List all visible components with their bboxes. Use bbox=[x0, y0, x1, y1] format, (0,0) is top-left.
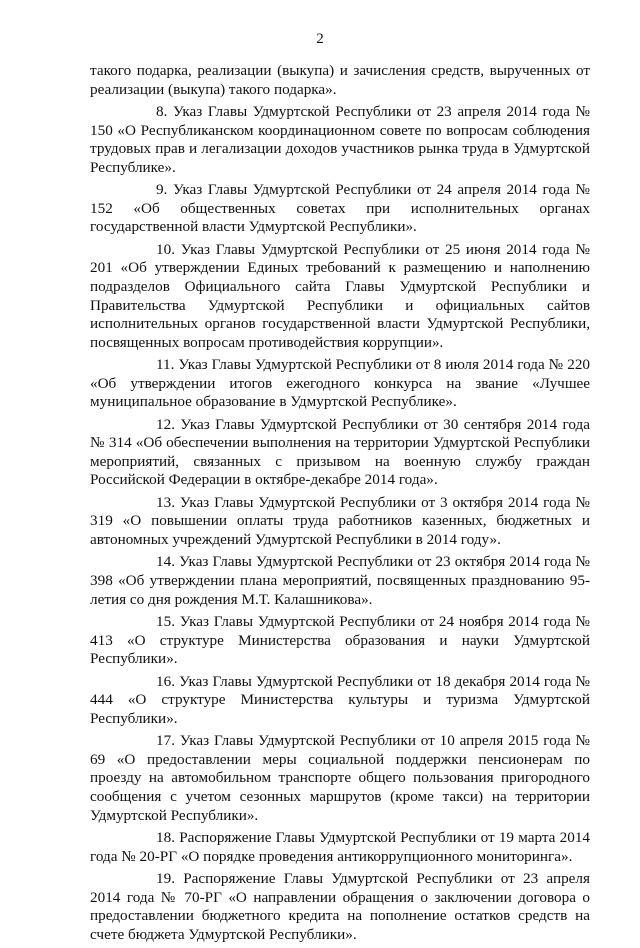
item-text: Указ Главы Удмуртской Республики от 30 сентября 2014 года № 314 «Об обеспечении выполнения на территории Удмуртской Республики мероприятий, связанных с призывом на военную службу граждан Российской Федерации в октябре-декабре 2014 года». bbox=[90, 415, 590, 489]
item-text: Указ Главы Удмуртской Республики от 8 июля 2014 года № 220 «Об утверждении итогов ежегодного конкурса на звание «Лучшее муниципальное образование в Удмуртской Республике». bbox=[90, 356, 591, 411]
page-number: 2 bbox=[316, 31, 324, 47]
list-item-12 bbox=[90, 416, 590, 490]
list-item-10 bbox=[90, 241, 590, 353]
item-number: 17. bbox=[156, 732, 175, 750]
paragraph-text: такого подарка, реализации (выкупа) и зачисления средств, вырученных от реализации (выкупа) такого подарка». bbox=[90, 62, 590, 98]
item-number: 8. bbox=[156, 102, 168, 120]
item-text: Указ Главы Удмуртской Республики от 3 октября 2014 года № 319 «О повышении оплаты труда работников казенных, бюджетных и автономных учреждений Удмуртской Республики в 2014 году». bbox=[90, 493, 590, 549]
item-text: Указ Главы Удмуртской Республики от 24 апреля 2014 года № 152 «Об общественных советах при исполнительных органах государственной власти Удмуртской Республики». bbox=[90, 181, 591, 236]
item-number: 19. bbox=[156, 869, 175, 887]
item-text: Указ Главы Удмуртской Республики от 23 октября 2014 года № 398 «Об утверждении плана мероприятий, посвященных празднованию 95-летия со дня рождения М.Т. Калашникова». bbox=[90, 553, 591, 608]
paragraph-continuation bbox=[90, 62, 590, 99]
item-number: 15. bbox=[156, 613, 175, 630]
item-text: Указ Главы Удмуртской Республики от 18 декабря 2014 года № 444 «О структуре Министерства культуры и туризма Удмуртской Республики». bbox=[90, 672, 591, 727]
item-text: Указ Главы Удмуртской Республики от 23 апреля 2014 года № 150 «О Республиканском координационном совете по вопросам соблюдения трудовых прав и легализации доходов участников рынка труда в Удмуртской Республике». bbox=[90, 102, 591, 176]
list-item-17 bbox=[90, 732, 590, 825]
item-number: 16. bbox=[156, 672, 175, 690]
item-number: 18. bbox=[156, 828, 175, 846]
list-item-8 bbox=[90, 103, 590, 177]
list-item-13 bbox=[90, 494, 590, 550]
item-number: 12. bbox=[156, 415, 175, 433]
list-item-14 bbox=[90, 553, 590, 609]
list-item-15 bbox=[90, 613, 590, 669]
item-number: 9. bbox=[156, 181, 168, 199]
item-number: 13. bbox=[156, 493, 175, 511]
item-number: 10. bbox=[156, 240, 175, 258]
list-item-19 bbox=[90, 870, 590, 944]
list-item-9 bbox=[90, 181, 590, 237]
item-number: 11. bbox=[156, 356, 175, 374]
document-body bbox=[90, 62, 590, 948]
list-item-18 bbox=[90, 829, 590, 866]
item-text: Указ Главы Удмуртской Республики от 24 ноября 2014 года № 413 «О структуре Министерства образования и науки Удмуртской Республики». bbox=[90, 613, 591, 668]
item-number: 14. bbox=[156, 553, 175, 571]
item-text: Указ Главы Удмуртской Республики от 25 июня 2014 года № 201 «Об утверждении Единых требований к размещению и наполнению подразделов Официального сайта Главы Удмуртской Республики и Правительства Удмуртской Республики и официальных сайтов исполнительных органов государственной власти Удмуртской Республики, посвященных вопросам противодействия коррупции». bbox=[90, 240, 590, 351]
item-text: Распоряжение Главы Удмуртской Республики от 19 марта 2014 года № 20-РГ «О порядке проведения антикоррупционного мониторинга». bbox=[90, 828, 591, 865]
item-text: Распоряжение Главы Удмуртской Республики от 23 апреля 2014 года № 70-РГ «О направлении обращения о заключении договора о предоставлении бюджетного кредита на пополнение остатков средств на счете бюджета Удмуртской Республики». bbox=[90, 869, 590, 943]
list-item-16 bbox=[90, 673, 590, 729]
list-item-11 bbox=[90, 356, 590, 412]
item-text: Указ Главы Удмуртской Республики от 10 апреля 2015 года № 69 «О предоставлении меры социальной поддержки пенсионерам по проезду на автомобильном транспорте общего пользования пригородного сообщения с учетом сезонных маршрутов (кроме такси) на территории Удмуртской Республики». bbox=[90, 732, 591, 824]
